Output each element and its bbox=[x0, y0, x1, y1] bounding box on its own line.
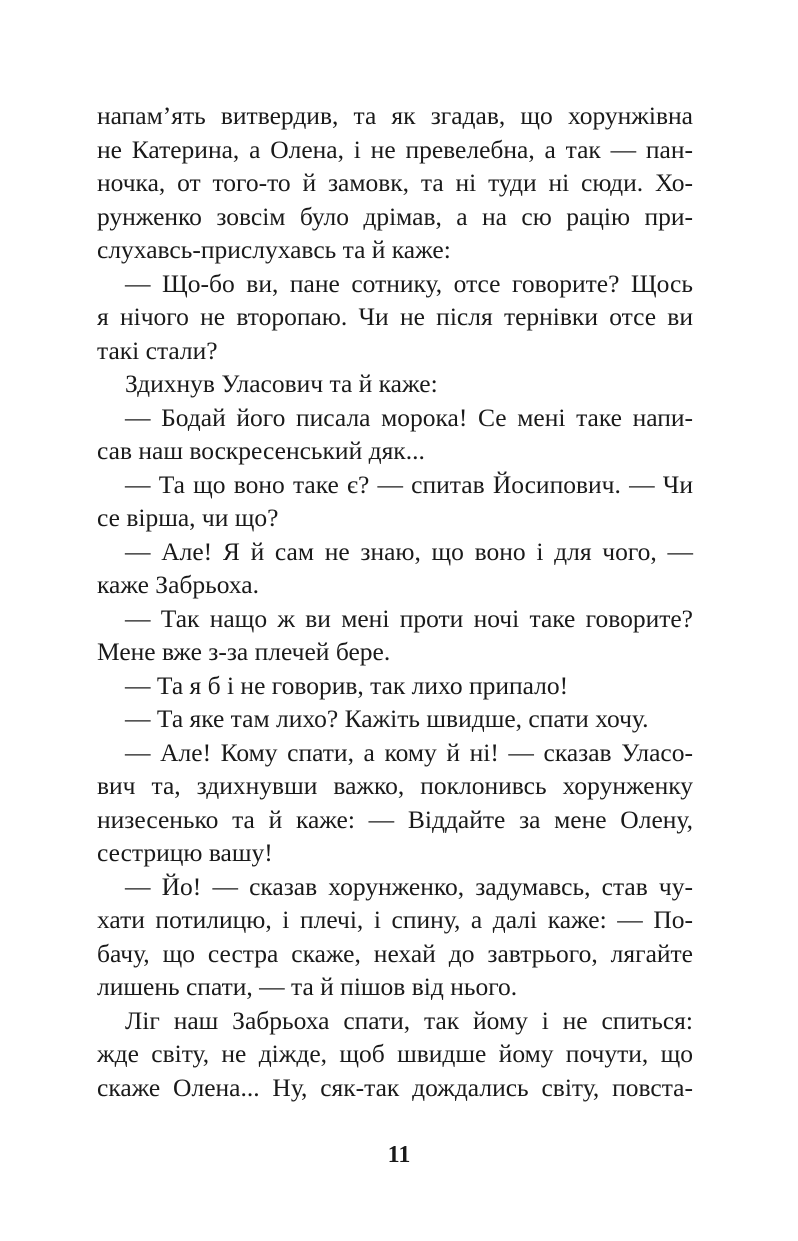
text-line: Ліг наш Забрьоха спати, так йому і не спиться: bbox=[125, 1005, 693, 1035]
text-line: не Катерина, а Олена, і не превелебна, а так — пан- bbox=[97, 134, 693, 164]
text-line: слухавсь-прислухавсь та й каже: bbox=[97, 235, 451, 264]
text-line: — Та яке там лихо? Кажіть швидше, спати хочу. bbox=[125, 704, 649, 733]
text-line: — Та я б і не говорив, так лихо припало! bbox=[125, 670, 569, 700]
body-text bbox=[97, 99, 693, 1104]
text-line: бачу, що сестра скаже, нехай до завтрього, лягайте bbox=[97, 938, 693, 968]
text-line: сестрицю вашу! bbox=[97, 838, 273, 867]
text-line: напам’ять витвердив, та як згадав, що хорунжівна bbox=[97, 101, 693, 130]
text-line: ночка, от того-то й замовк, та ні туди ні сюди. Хо- bbox=[97, 168, 693, 197]
text-line: такі стали? bbox=[97, 335, 218, 365]
text-line: — Бодай його писала морока! Се мені таке напи- bbox=[125, 402, 693, 432]
text-line: рунженко зовсім було дрімав, а на сю рацію при- bbox=[97, 201, 693, 231]
text-line: — Що-бо ви, пане сотнику, отсе говорите? Щось bbox=[125, 268, 693, 298]
text-line: лишень спати, — та й пішов від нього. bbox=[97, 972, 518, 1001]
text-line: каже Забрьоха. bbox=[97, 570, 259, 599]
text-line: — Але! Я й сам не знаю, що воно і для чого, — bbox=[125, 536, 693, 566]
text-line: скаже Олена... Ну, сяк-так дождались світу, повста- bbox=[97, 1072, 693, 1102]
text-line: Здихнув Уласович та й каже: bbox=[125, 369, 438, 398]
text-line: вич та, здихнувши важко, поклонивсь хорунженку bbox=[97, 771, 693, 800]
text-line: — Йо! — сказав хорунженко, задумавсь, став чу- bbox=[125, 871, 693, 901]
text-line: я нічого не второпаю. Чи не після тернівки отсе ви bbox=[97, 302, 693, 331]
text-line: — Та що воно таке є? — спитав Йосипович. — Чи bbox=[125, 469, 693, 499]
text-line: — Так нащо ж ви мені проти ночі таке говорите? bbox=[125, 603, 693, 633]
text-line: се вірша, чи що? bbox=[97, 503, 279, 532]
text-line: — Але! Кому спати, а кому й ні! — сказав Уласо- bbox=[125, 737, 693, 767]
text-line: Мене вже з-за плечей бере. bbox=[97, 637, 391, 666]
text-line: жде світу, не діжде, щоб швидше йому почути, що bbox=[97, 1039, 693, 1068]
text-line: хати потилицю, і плечі, і спину, а далі каже: — По- bbox=[97, 905, 693, 934]
text-line: низесенько та й каже: — Віддайте за мене Олену, bbox=[97, 804, 693, 834]
text-line: сав наш воскресенський дяк... bbox=[97, 436, 425, 465]
page-number: 11 bbox=[387, 1142, 411, 1168]
